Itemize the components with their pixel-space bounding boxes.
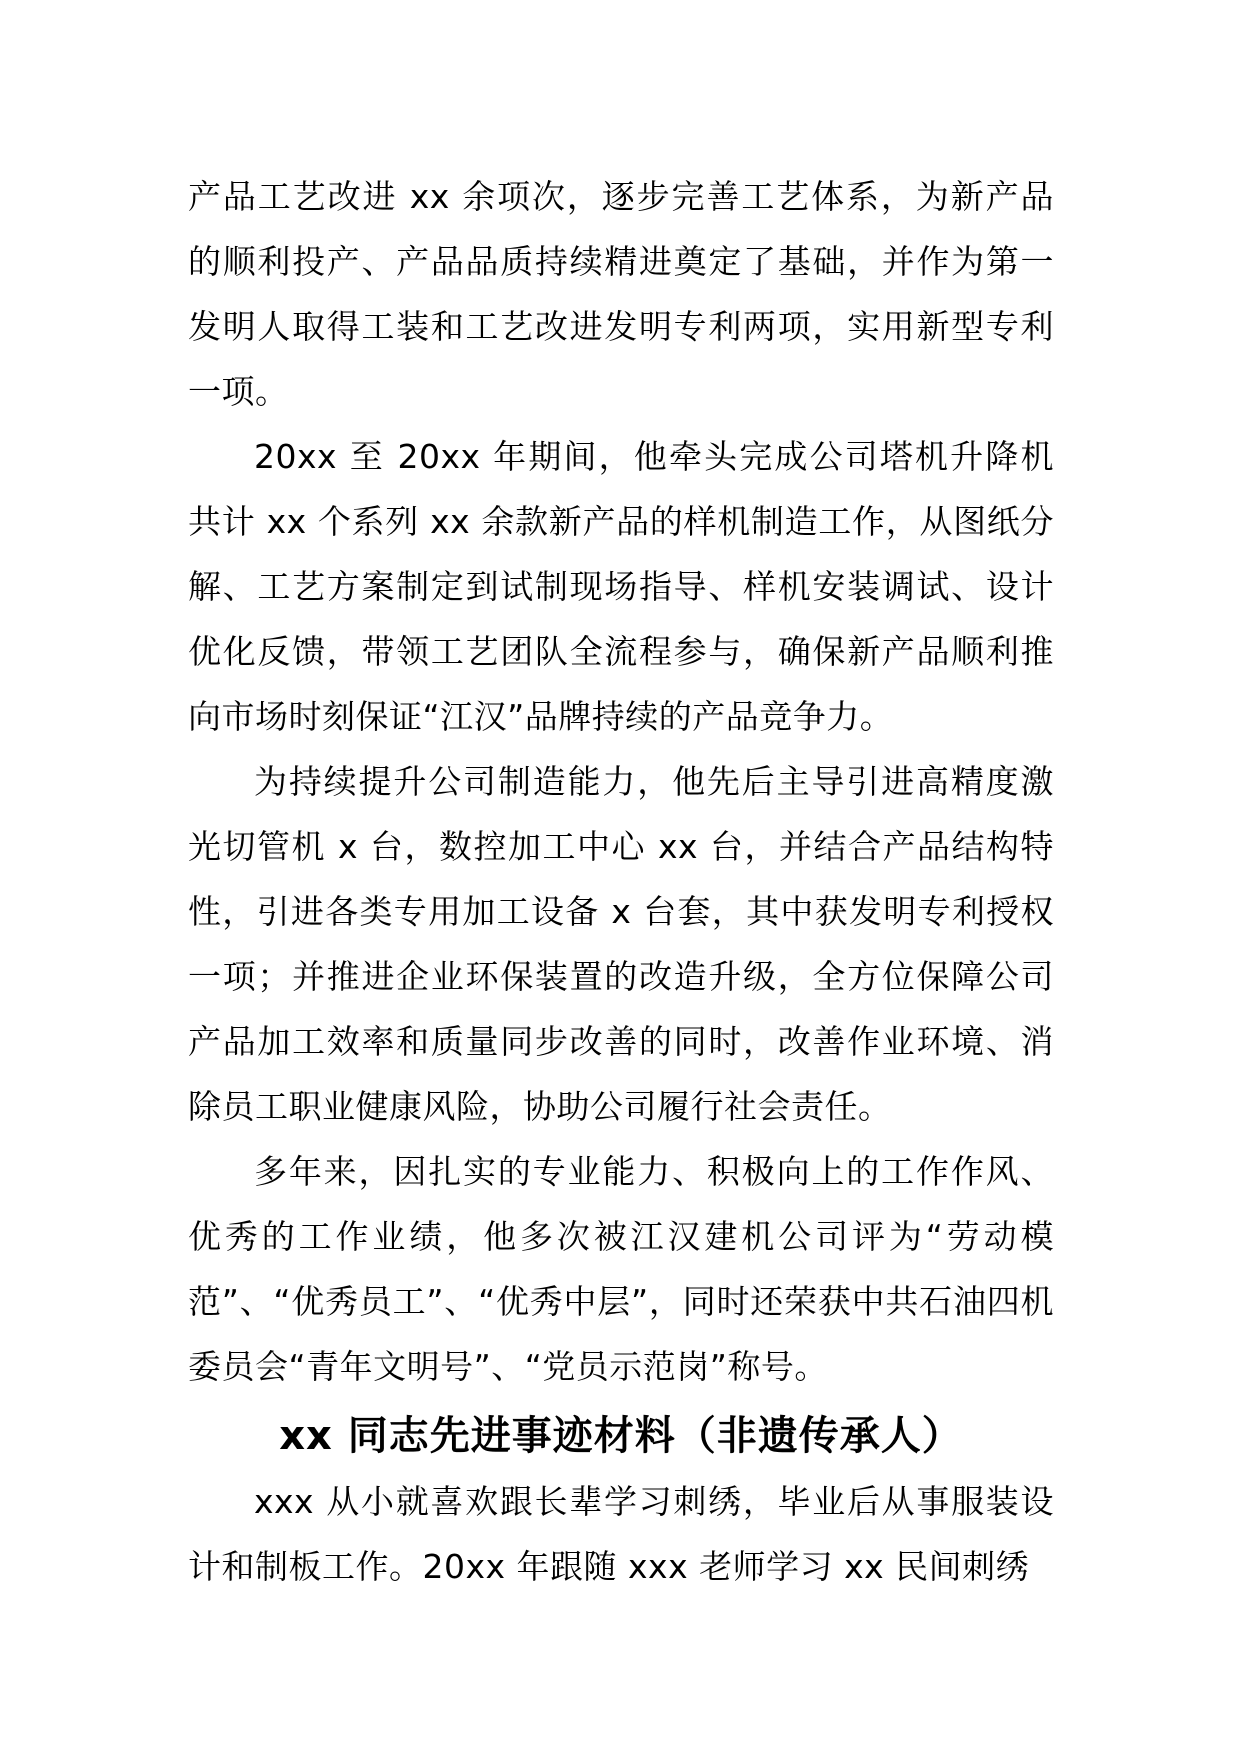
section-heading: xx 同志先进事迹材料（非遗传承人） <box>279 1413 963 1459</box>
paragraph-embroidery-intro: xxx 从小就喜欢跟长辈学习刺绣，毕业后从事服装设计和制板工作。20xx 年跟随 xxx 老师学习 xx 民间刺绣 <box>188 1482 1054 1586</box>
paragraph-honors: 多年来，因扎实的专业能力、积极向上的工作作风、优秀的工作业绩，他多次被江汉建机公司评为“劳动模范”、“优秀员工”、“优秀中层”，同时还荣获中共石油四机委员会“青年文明号”、“党员示范岗”称号。 <box>188 1152 1054 1386</box>
paragraph-prototype-manufacturing: 20xx 至 20xx 年期间，他牵头完成公司塔机升降机共计 xx 个系列 xx 余款新产品的样机制造工作，从图纸分解、工艺方案制定到试制现场指导、样机安装调试、设计优化反馈，带领工艺团队全流程参与，确保新产品顺利推向市场时刻保证“江汉”品牌持续的产品竞争力。 <box>188 437 1054 736</box>
document-body <box>188 164 1054 1599</box>
paragraph-manufacturing-capability: 为持续提升公司制造能力，他先后主导引进高精度激光切管机 x 台，数控加工中心 xx 台，并结合产品结构特性，引进各类专用加工设备 x 台套，其中获发明专利授权一项；并推进企业环保装置的改造升级，全方位保障公司产品加工效率和质量同步改善的同时，改善作业环境、消除员工职业健康风险，协助公司履行社会责任。 <box>188 762 1054 1126</box>
paragraph-continuation: 产品工艺改进 xx 余项次，逐步完善工艺体系，为新产品的顺利投产、产品品质持续精进奠定了基础，并作为第一发明人取得工装和工艺改进发明专利两项，实用新型专利一项。 <box>188 177 1054 411</box>
